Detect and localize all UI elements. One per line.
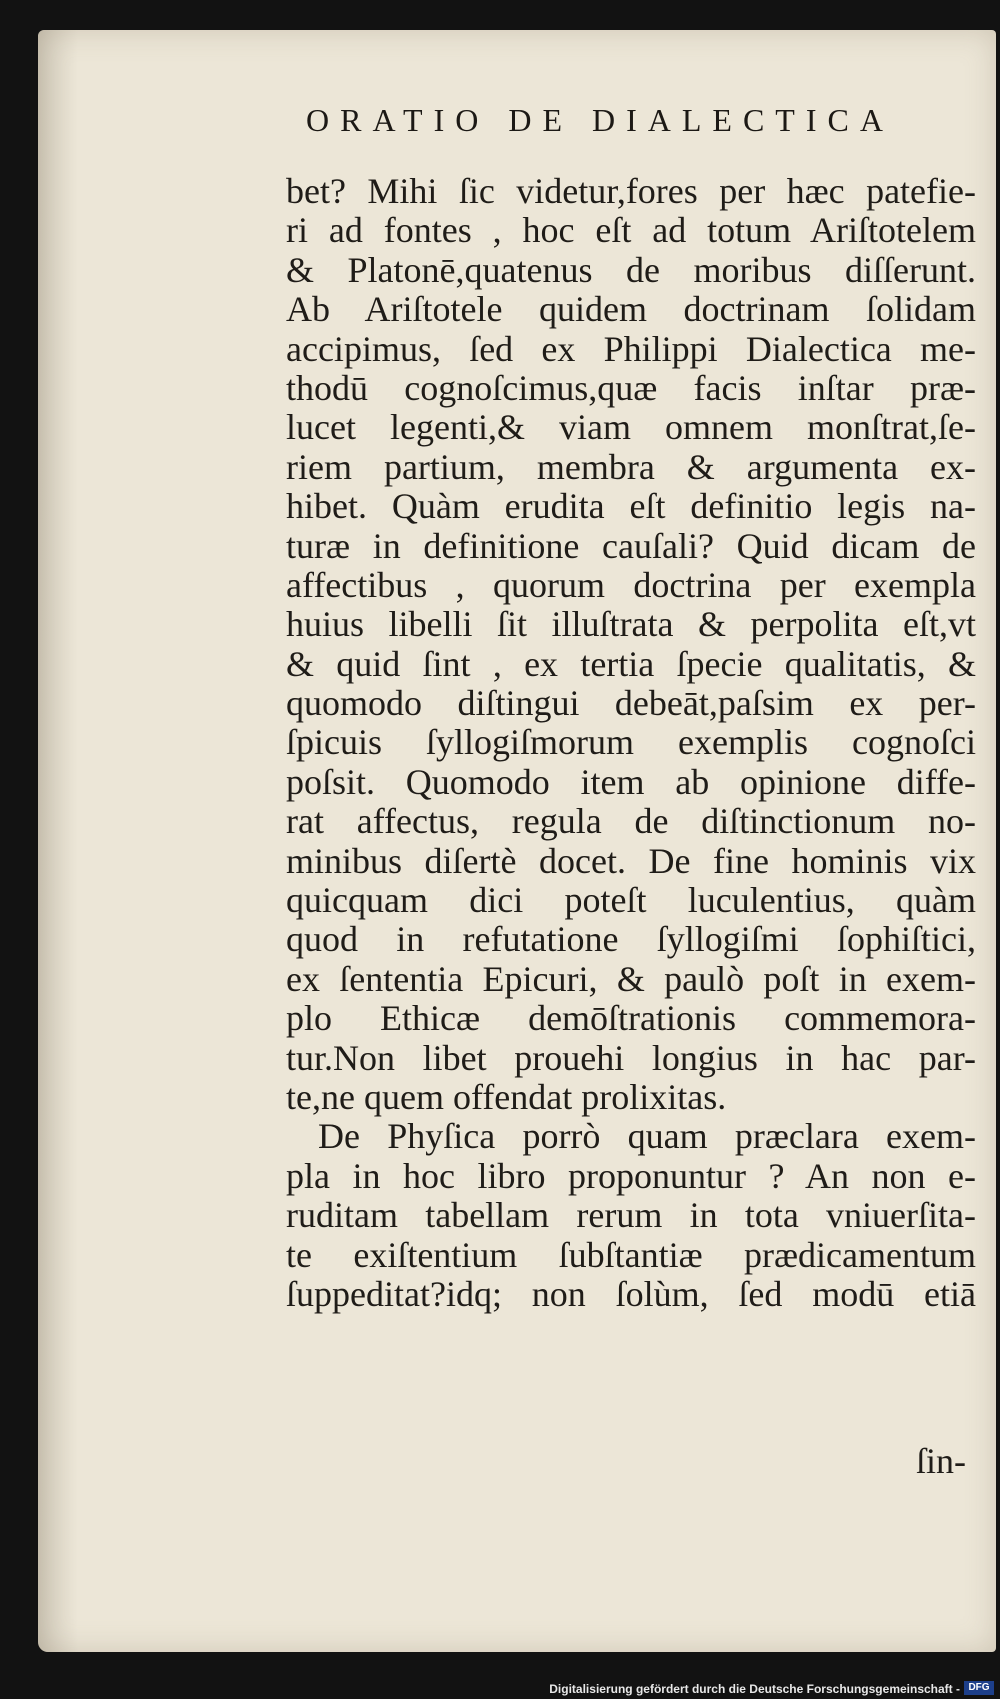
running-head: ORATIO DE DIALECTICA xyxy=(306,102,894,138)
text-line: huius libelli ſit illuſtrata & perpolita eſt,vt xyxy=(286,604,976,645)
text-line: ſuppeditat?idq; non ſolùm, ſed modū etiā xyxy=(286,1273,976,1314)
text-line: accipimus, ſed ex Philippi Dialectica me- xyxy=(286,328,976,369)
text-line: quod in refutatione ſyllogiſmi ſophiſtici, xyxy=(286,919,976,960)
text-line: minibus diſertè docet. De fine hominis vix xyxy=(286,840,976,881)
text-line: & Platonē,quatenus de moribus diſſerunt. xyxy=(286,249,976,290)
text-line: ruditam tabellam rerum in tota vniuerſita- xyxy=(286,1195,976,1236)
text-line: ex ſententia Epicuri, & paulò poſt in exem- xyxy=(286,958,976,999)
text-line: thodū cognoſcimus,quæ facis inſtar præ- xyxy=(286,367,976,408)
text-line: quicquam dici poteſt luculentius, quàm xyxy=(286,880,976,921)
book-page xyxy=(38,30,996,1652)
text-line: ri ad fontes , hoc eſt ad totum Ariſtotelem xyxy=(286,210,976,251)
digitization-credit: Digitalisierung gefördert durch die Deutsche Forschungsgemeinschaft - xyxy=(549,1682,960,1696)
text-line: ſpicuis ſyllogiſmorum exemplis cognoſci xyxy=(286,722,976,763)
text-line: & quid ſint , ex tertia ſpecie qualitatis, & xyxy=(286,643,976,684)
text-line: quomodo diſtingui debeāt,paſsim ex per- xyxy=(286,683,976,724)
text-line: tur.Non libet prouehi longius in hac par- xyxy=(286,1037,976,1078)
text-line: pla in hoc libro proponuntur ? An non e- xyxy=(286,1155,976,1196)
text-line: Ab Ariſtotele quidem doctrinam ſolidam xyxy=(286,289,976,330)
text-line: affectibus , quorum doctrina per exempla xyxy=(286,564,976,605)
text-line: poſsit. Quomodo item ab opinione diffe- xyxy=(286,761,976,802)
dfg-logo: DFG xyxy=(964,1681,994,1695)
text-line: riem partium, membra & argumenta ex- xyxy=(286,446,976,487)
text-line: plo Ethicæ demōſtrationis commemora- xyxy=(286,998,976,1039)
text-line: turæ in definitione cauſali? Quid dicam de xyxy=(286,525,976,566)
text-line: hibet. Quàm erudita eſt definitio legis na- xyxy=(286,486,976,527)
text-line: te exiſtentium ſubſtantiæ prædicamentum xyxy=(286,1234,976,1275)
catchword: ſin- xyxy=(916,1441,966,1481)
text-line: lucet legenti,& viam omnem monſtrat,ſe- xyxy=(286,407,976,448)
text-line: rat affectus, regula de diſtinctionum no- xyxy=(286,801,976,842)
text-line: De Phyſica porrò quam præclara exem- xyxy=(318,1116,976,1157)
text-line: te,ne quem offendat prolixitas. xyxy=(286,1076,727,1117)
body-text xyxy=(286,172,976,1314)
text-line: bet? Mihi ſic videtur,fores per hæc patefie- xyxy=(286,171,976,211)
